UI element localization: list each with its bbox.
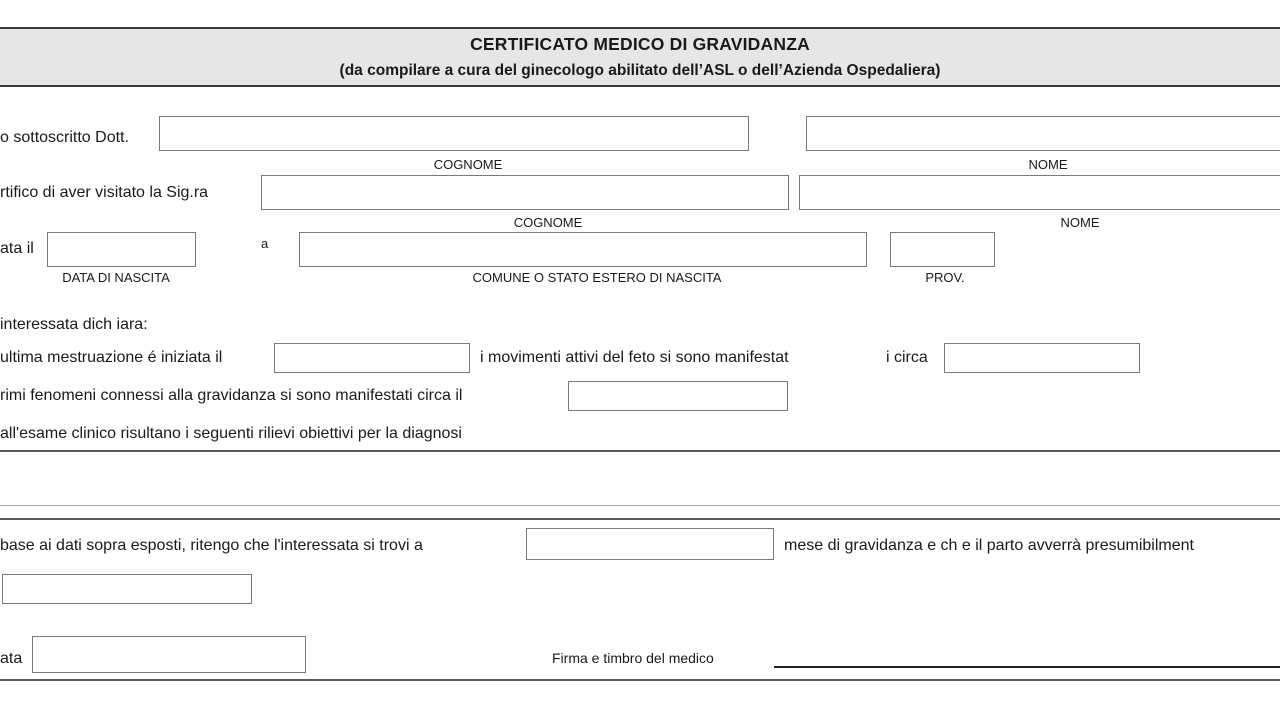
last-period-label: ultima mestruazione é iniziata il: [0, 349, 223, 366]
declaration-intro: interessata dich iara:: [0, 316, 148, 333]
date-field[interactable]: [32, 636, 306, 673]
last-period-field[interactable]: [274, 343, 470, 373]
patient-name-field[interactable]: [799, 175, 1280, 210]
document-title: CERTIFICATO MEDICO DI GRAVIDANZA: [470, 34, 810, 54]
doctor-name-caption: NOME: [1028, 157, 1068, 172]
fetal-movements-label: i movimenti attivi del feto si sono manifestat: [480, 349, 789, 366]
document-subtitle: (da compilare a cura del ginecologo abilitato dell’ASL o dell’Azienda Ospedaliera): [339, 62, 941, 79]
date-label: ata: [0, 650, 23, 667]
birth-date-caption: DATA DI NASCITA: [62, 270, 170, 285]
diagnosis-line-bottom: [0, 505, 1280, 506]
patient-surname-field[interactable]: [261, 175, 789, 210]
conclusion-text-start: base ai dati sopra esposti, ritengo che l'interessata si trovi a: [0, 537, 423, 554]
signature-line[interactable]: [774, 666, 1280, 668]
clinical-exam-label: all'esame clinico risultano i seguenti rilievi obiettivi per la diagnosi: [0, 425, 462, 442]
due-date-field[interactable]: [2, 574, 252, 604]
conclusion-text-end: mese di gravidanza e ch e il parto avverrà presumibilment: [784, 537, 1194, 554]
form-bottom-border: [0, 679, 1280, 681]
doctor-surname-caption: COGNOME: [433, 157, 503, 172]
patient-label: rtifico di aver visitato la Sig.ra: [0, 184, 209, 201]
doctor-label: o sottoscritto Dott.: [0, 129, 129, 146]
patient-surname-caption: COGNOME: [513, 215, 583, 230]
fetal-movements-circa-label: i circa: [886, 349, 928, 366]
fetal-movements-field[interactable]: [944, 343, 1140, 373]
birth-place-field[interactable]: [299, 232, 867, 267]
birth-province-caption: PROV.: [925, 270, 965, 285]
first-symptoms-field[interactable]: [568, 381, 788, 411]
birth-date-field[interactable]: [47, 232, 196, 267]
doctor-name-field[interactable]: [806, 116, 1280, 151]
patient-name-caption: NOME: [1060, 215, 1100, 230]
birth-at-label: a: [261, 236, 269, 251]
birth-province-field[interactable]: [890, 232, 995, 267]
diagnosis-line-top: [0, 450, 1280, 452]
doctor-surname-field[interactable]: [159, 116, 749, 151]
pregnancy-month-field[interactable]: [526, 528, 774, 560]
birth-label: ata il: [0, 240, 34, 257]
section-divider: [0, 518, 1280, 520]
first-symptoms-label: rimi fenomeni connessi alla gravidanza si sono manifestati circa il: [0, 387, 463, 404]
signature-label: Firma e timbro del medico: [552, 650, 714, 666]
birth-place-caption: COMUNE O STATO ESTERO DI NASCITA: [472, 270, 722, 285]
